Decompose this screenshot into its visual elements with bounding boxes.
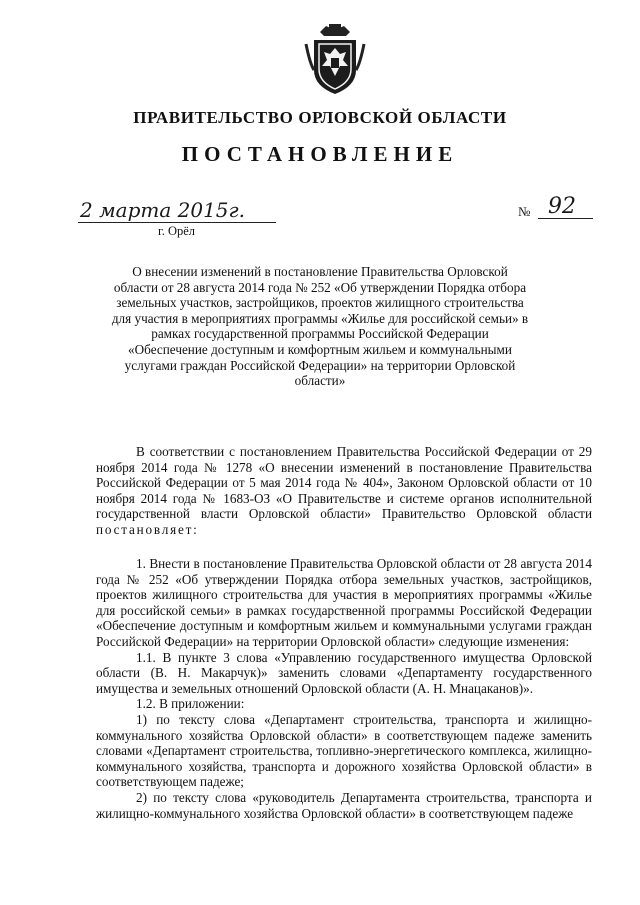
document-date: 2 марта 2015г. xyxy=(80,198,245,222)
issuing-authority: ПРАВИТЕЛЬСТВО ОРЛОВСКОЙ ОБЛАСТИ xyxy=(133,108,507,127)
document-type: ПОСТАНОВЛЕНИЕ xyxy=(181,142,459,166)
coat-of-arms-icon xyxy=(300,24,370,96)
decides-word: постановляет: xyxy=(96,521,199,537)
preamble-paragraph xyxy=(96,444,592,538)
decree-item: 1.2. В приложении: xyxy=(136,696,245,712)
decree-item: 1. Внести в постановление Правительства Орловской области от 28 августа 2014 года № 252 «Об утверждении Порядка отбора земельных участков, застройщиков, проектов жилищного строительства для участия в мероприятиях программы «Жилье для российской семьи» в рамках государственной программы Российской Федерации «Обеспечение доступным и комфортным жильем и коммунальными услугами граждан Российской Федерации» на территории Орловской области» следующие изменения: xyxy=(96,556,592,649)
decree-item: 1.1. В пункте 3 слова «Управлению государственного имущества Орловской области (В. Н. Макарчук)» заменить словами «Департаменту государственного имущества и земельных отношений Орловской области (А. Н. Мнацаканов)». xyxy=(96,649,592,696)
document-place: г. Орёл xyxy=(158,224,196,238)
decree-items xyxy=(96,556,592,821)
decree-item: 1) по тексту слова «Департамент строительства, транспорта и жилищно-коммунального хозяйства Орловской области» в соответствующем падеже заменить словами «Департамент строительства, топливно-энергетического комплекса, жилищно-коммунального хозяйства, транспорта и дорожного хозяйства Орловской области» в соответствующем падеже; xyxy=(96,711,592,790)
document-subject: О внесении изменений в постановление Правительства Орловской области от 28 августа 2014 года № 252 «Об утверждении Порядка отбора земельных участков, застройщиков, проектов жилищного строительства для участия в мероприятиях программы «Жилье для российской семьи» в рамках государственной программы Российской Федерации «Обеспечение доступным и комфортным жильем и коммунальными услугами граждан Российской Федерации» на территории Орловской области» xyxy=(111,264,529,389)
date-underline xyxy=(78,222,276,223)
preamble-text: В соответствии с постановлением Правительства Российской Федерации от 29 ноября 2014 года № 1278 «О внесении изменений в постановление Правительства Российской Федерации от 5 мая 2014 года № 404», Законом Орловской области от 10 ноября 2014 года № 1683-ОЗ «О Правительстве и системе органов исполнительной государственной власти Орловской области» Правительство Орловской области xyxy=(96,444,592,522)
decree-item: 2) по тексту слова «руководитель Департамента строительства, транспорта и жилищно-коммунального хозяйства Орловской области» в соответствующем падеже xyxy=(96,789,592,821)
number-underline xyxy=(538,218,593,219)
number-label: № xyxy=(518,204,531,219)
preamble xyxy=(96,444,592,538)
document-number: 92 xyxy=(548,194,576,219)
